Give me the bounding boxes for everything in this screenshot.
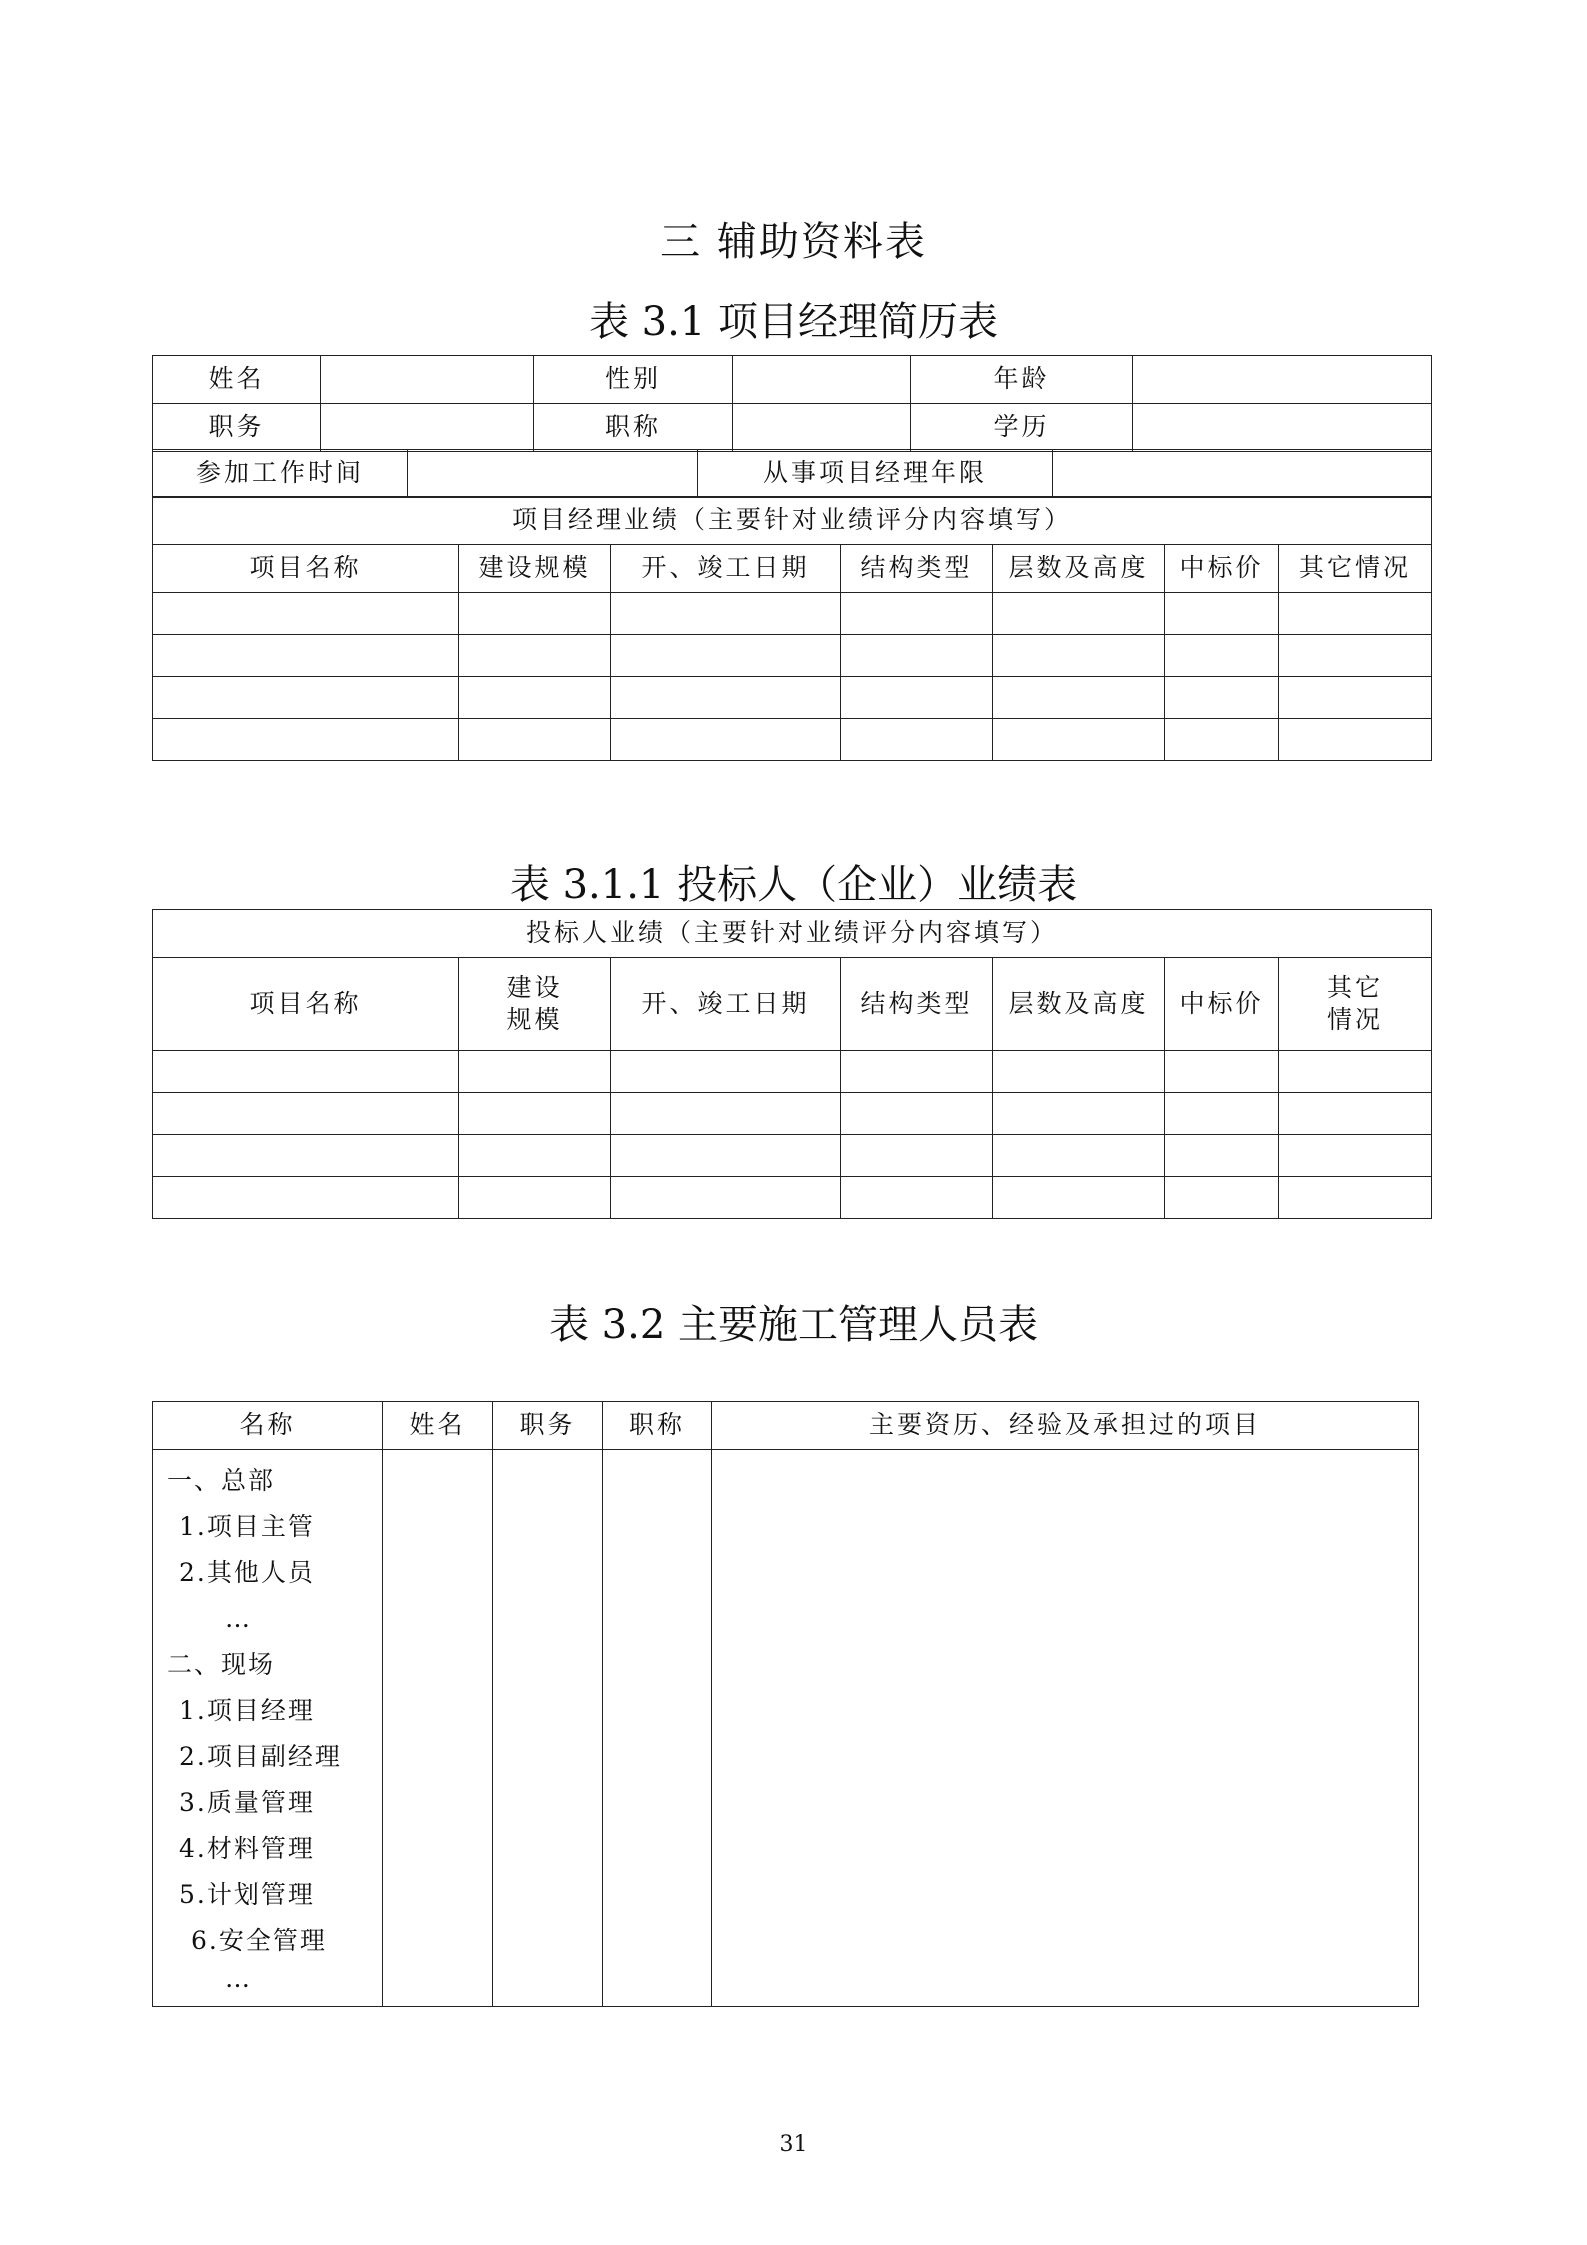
table-row bbox=[153, 677, 1432, 719]
label-pm-years: 从事项目经理年限 bbox=[698, 450, 1053, 498]
value-age[interactable] bbox=[1133, 356, 1432, 404]
col-other-line1: 其它 bbox=[1327, 972, 1384, 1002]
list-item: 4.材料管理 bbox=[179, 1834, 315, 1863]
col-dates: 开、竣工日期 bbox=[611, 958, 841, 1051]
table31-title: 表 3.1 项目经理简历表 bbox=[588, 299, 999, 345]
label-gender: 性别 bbox=[534, 356, 733, 404]
label-name: 姓名 bbox=[153, 356, 321, 404]
staff-name-cell[interactable] bbox=[383, 1450, 493, 2007]
table31-basic-info bbox=[152, 355, 1432, 452]
table32-staff bbox=[152, 1401, 1419, 2007]
col-scale-line2: 规模 bbox=[506, 1005, 563, 1034]
col-structure: 结构类型 bbox=[841, 545, 993, 593]
list-item: … bbox=[225, 1964, 252, 1993]
value-position[interactable] bbox=[321, 404, 534, 452]
staff-experience-cell[interactable] bbox=[712, 1450, 1419, 2007]
page-number: 31 bbox=[779, 2132, 808, 2157]
col-floors-height: 层数及高度 bbox=[993, 545, 1165, 593]
label-education: 学历 bbox=[911, 404, 1133, 452]
staff-title-cell[interactable] bbox=[603, 1450, 712, 2007]
list-item: 2.其他人员 bbox=[179, 1558, 315, 1587]
col-scale: 建设规模 bbox=[459, 545, 611, 593]
table-row bbox=[153, 1093, 1432, 1135]
value-title[interactable] bbox=[733, 404, 911, 452]
value-gender[interactable] bbox=[733, 356, 911, 404]
col-scale bbox=[459, 958, 611, 1051]
list-item: 6.安全管理 bbox=[191, 1926, 327, 1955]
col-other bbox=[1279, 958, 1432, 1051]
pm-performance-header: 项目经理业绩（主要针对业绩评分内容填写） bbox=[153, 497, 1432, 545]
label-work-start: 参加工作时间 bbox=[153, 450, 408, 498]
list-item: 2.项目副经理 bbox=[179, 1742, 342, 1771]
col-experience: 主要资历、经验及承担过的项目 bbox=[712, 1402, 1419, 1450]
list-item: … bbox=[225, 1604, 252, 1633]
table-row bbox=[153, 719, 1432, 761]
table-row bbox=[153, 593, 1432, 635]
col-title: 职称 bbox=[603, 1402, 712, 1450]
col-project-name: 项目名称 bbox=[153, 958, 459, 1051]
label-title: 职称 bbox=[534, 404, 733, 452]
value-work-start[interactable] bbox=[408, 450, 698, 498]
bidder-performance-header: 投标人业绩（主要针对业绩评分内容填写） bbox=[153, 910, 1432, 958]
col-position: 职务 bbox=[493, 1402, 603, 1450]
col-other-line2: 情况 bbox=[1327, 1005, 1384, 1034]
table-row bbox=[153, 635, 1432, 677]
table311-title: 表 3.1.1 投标人（企业）业绩表 bbox=[509, 862, 1078, 908]
value-education[interactable] bbox=[1133, 404, 1432, 452]
list-item: 5.计划管理 bbox=[179, 1880, 315, 1909]
table-row bbox=[153, 1051, 1432, 1093]
col-dates: 开、竣工日期 bbox=[611, 545, 841, 593]
list-item: 一、总部 bbox=[167, 1466, 276, 1495]
col-other: 其它情况 bbox=[1279, 545, 1432, 593]
table31-performance bbox=[152, 496, 1432, 761]
list-item: 3.质量管理 bbox=[179, 1788, 315, 1817]
value-name[interactable] bbox=[321, 356, 534, 404]
section-title: 三 辅助资料表 bbox=[660, 219, 927, 265]
col-category: 名称 bbox=[153, 1402, 383, 1450]
table311-performance bbox=[152, 909, 1432, 1219]
table32-title: 表 3.2 主要施工管理人员表 bbox=[548, 1302, 1039, 1348]
col-bid-price: 中标价 bbox=[1165, 545, 1279, 593]
table31-work-info bbox=[152, 449, 1432, 498]
staff-category-list bbox=[153, 1450, 383, 2007]
col-person-name: 姓名 bbox=[383, 1402, 493, 1450]
col-structure: 结构类型 bbox=[841, 958, 993, 1051]
col-project-name: 项目名称 bbox=[153, 545, 459, 593]
list-item: 1.项目主管 bbox=[179, 1512, 315, 1541]
table-row bbox=[153, 1135, 1432, 1177]
label-age: 年龄 bbox=[911, 356, 1133, 404]
col-scale-line1: 建设 bbox=[506, 972, 563, 1002]
staff-position-cell[interactable] bbox=[493, 1450, 603, 2007]
col-bid-price: 中标价 bbox=[1165, 958, 1279, 1051]
col-floors-height: 层数及高度 bbox=[993, 958, 1165, 1051]
table-row bbox=[153, 1177, 1432, 1219]
label-position: 职务 bbox=[153, 404, 321, 452]
value-pm-years[interactable] bbox=[1053, 450, 1432, 498]
list-item: 1.项目经理 bbox=[179, 1696, 315, 1725]
list-item: 二、现场 bbox=[167, 1650, 276, 1679]
